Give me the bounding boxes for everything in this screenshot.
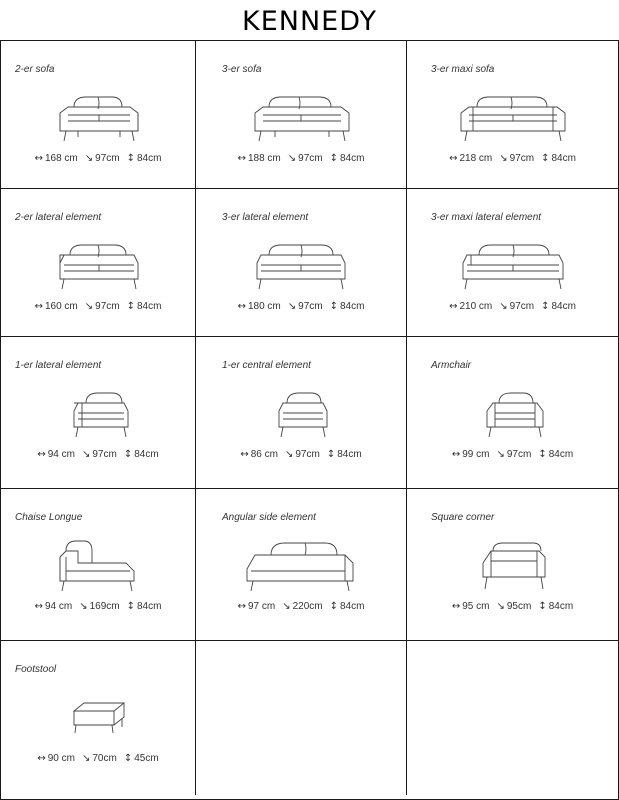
product-grid	[0, 40, 619, 800]
dimensions	[1, 753, 195, 764]
dimensions	[1, 601, 195, 612]
furniture-drawing-icon	[453, 533, 573, 593]
height-value: 84cm	[551, 153, 576, 164]
depth-arrow-icon: ↘	[287, 301, 297, 312]
width-value: 94 cm	[44, 601, 73, 612]
product-name: Angular side element	[222, 512, 316, 523]
depth-value: 169cm	[89, 601, 120, 612]
furniture-drawing-icon	[38, 381, 158, 441]
product-cell	[1, 489, 196, 641]
width-value: 99 cm	[462, 449, 490, 460]
width-arrow-icon: ↔	[34, 153, 43, 164]
height-arrow-icon: ↕	[329, 301, 338, 312]
product-name: 2-er lateral element	[15, 212, 102, 223]
height-arrow-icon: ↕	[541, 153, 550, 164]
furniture-drawing-icon	[241, 381, 361, 441]
width-arrow-icon: ↔	[240, 449, 249, 460]
dimensions	[196, 601, 406, 612]
depth-value: 97cm	[298, 153, 323, 164]
furniture-drawing-icon	[38, 685, 158, 745]
product-cell	[1, 189, 196, 337]
empty-cell	[196, 641, 407, 795]
furniture-drawing-icon	[241, 85, 361, 145]
depth-value: 97cm	[506, 449, 532, 460]
width-value: 218 cm	[459, 153, 493, 164]
depth-arrow-icon: ↘	[284, 449, 294, 460]
depth-arrow-icon: ↘	[499, 301, 508, 312]
width-arrow-icon: ↔	[237, 301, 246, 312]
depth-value: 95cm	[506, 601, 532, 612]
dimensions	[196, 449, 406, 460]
width-value: 90 cm	[47, 753, 75, 764]
dimensions	[196, 301, 406, 312]
depth-value: 97cm	[95, 301, 120, 312]
width-value: 180 cm	[247, 301, 281, 312]
product-name: Armchair	[431, 360, 472, 371]
depth-arrow-icon: ↘	[499, 153, 508, 164]
height-value: 84cm	[134, 449, 159, 460]
height-value: 84cm	[548, 449, 574, 460]
width-value: 160 cm	[44, 301, 78, 312]
furniture-drawing-icon	[241, 533, 361, 593]
product-name: 3-er lateral element	[222, 212, 309, 223]
depth-value: 97cm	[509, 301, 535, 312]
width-value: 94 cm	[47, 449, 75, 460]
depth-value: 70cm	[92, 753, 117, 764]
width-arrow-icon: ↔	[451, 601, 461, 612]
page-title: KENNEDY	[241, 6, 378, 37]
empty-cell	[407, 641, 618, 795]
height-arrow-icon: ↕	[123, 753, 133, 764]
product-cell	[196, 41, 407, 189]
furniture-drawing-icon	[38, 533, 158, 593]
height-arrow-icon: ↕	[329, 153, 338, 164]
product-name: 3-er maxi sofa	[431, 64, 495, 75]
dimensions	[1, 449, 195, 460]
dimensions	[407, 153, 618, 164]
furniture-drawing-icon	[453, 85, 573, 145]
product-cell	[196, 337, 407, 489]
height-arrow-icon: ↕	[538, 601, 547, 612]
width-arrow-icon: ↔	[34, 301, 43, 312]
product-cell	[196, 189, 407, 337]
depth-arrow-icon: ↘	[282, 601, 291, 612]
height-arrow-icon: ↕	[126, 601, 135, 612]
furniture-drawing-icon	[241, 233, 361, 293]
product-name: 1-er lateral element	[15, 360, 102, 371]
product-cell	[407, 189, 618, 337]
height-arrow-icon: ↕	[126, 301, 135, 312]
height-value: 84cm	[339, 301, 365, 312]
furniture-drawing-icon	[453, 381, 573, 441]
product-name: Chaise Longue	[15, 512, 83, 523]
height-arrow-icon: ↕	[123, 449, 133, 460]
width-arrow-icon: ↔	[449, 301, 458, 312]
depth-value: 97cm	[295, 449, 320, 460]
dimensions	[196, 153, 406, 164]
height-value: 84cm	[548, 601, 574, 612]
product-cell	[407, 489, 618, 641]
product-cell	[196, 489, 407, 641]
width-arrow-icon: ↔	[37, 449, 46, 460]
furniture-drawing-icon	[38, 85, 158, 145]
depth-value: 220cm	[292, 601, 323, 612]
depth-value: 97cm	[92, 449, 117, 460]
dimensions	[1, 153, 195, 164]
width-arrow-icon: ↔	[449, 153, 458, 164]
depth-arrow-icon: ↘	[496, 449, 505, 460]
width-arrow-icon: ↔	[37, 753, 46, 764]
product-cell	[407, 337, 618, 489]
height-value: 45cm	[134, 753, 159, 764]
width-arrow-icon: ↔	[34, 601, 43, 612]
depth-arrow-icon: ↘	[84, 301, 94, 312]
depth-value: 97cm	[509, 153, 535, 164]
width-arrow-icon: ↔	[237, 601, 246, 612]
width-arrow-icon: ↔	[451, 449, 461, 460]
dimensions	[407, 601, 618, 612]
width-value: 86 cm	[250, 449, 278, 460]
height-value: 84cm	[136, 301, 162, 312]
height-arrow-icon: ↕	[538, 449, 547, 460]
depth-arrow-icon: ↘	[287, 153, 297, 164]
height-arrow-icon: ↕	[541, 301, 550, 312]
height-arrow-icon: ↕	[326, 449, 336, 460]
product-cell	[1, 337, 196, 489]
width-value: 97 cm	[247, 601, 276, 612]
product-name: Footstool	[15, 664, 57, 675]
furniture-drawing-icon	[38, 233, 158, 293]
height-value: 84cm	[136, 153, 162, 164]
height-value: 84cm	[337, 449, 362, 460]
depth-arrow-icon: ↘	[496, 601, 505, 612]
width-value: 188 cm	[247, 153, 281, 164]
depth-value: 97cm	[298, 301, 323, 312]
product-cell	[1, 41, 196, 189]
depth-arrow-icon: ↘	[81, 449, 91, 460]
height-arrow-icon: ↕	[329, 601, 338, 612]
height-value: 84cm	[551, 301, 576, 312]
height-arrow-icon: ↕	[126, 153, 135, 164]
product-name: 3-er sofa	[222, 64, 262, 75]
depth-arrow-icon: ↘	[79, 601, 88, 612]
height-value: 84cm	[339, 153, 365, 164]
dimensions	[407, 449, 618, 460]
product-name: 3-er maxi lateral element	[431, 212, 542, 223]
product-cell	[1, 641, 196, 795]
height-value: 84cm	[136, 601, 162, 612]
product-name: 1-er central element	[222, 360, 311, 371]
depth-arrow-icon: ↘	[81, 753, 91, 764]
product-cell	[407, 41, 618, 189]
depth-arrow-icon: ↘	[84, 153, 94, 164]
width-value: 95 cm	[462, 601, 490, 612]
product-name: Square corner	[431, 512, 495, 523]
dimensions	[407, 301, 618, 312]
height-value: 84cm	[339, 601, 365, 612]
width-value: 168 cm	[44, 153, 78, 164]
furniture-drawing-icon	[453, 233, 573, 293]
depth-value: 97cm	[95, 153, 120, 164]
dimensions	[1, 301, 195, 312]
product-name: 2-er sofa	[15, 64, 55, 75]
width-arrow-icon: ↔	[237, 153, 246, 164]
width-value: 210 cm	[459, 301, 493, 312]
